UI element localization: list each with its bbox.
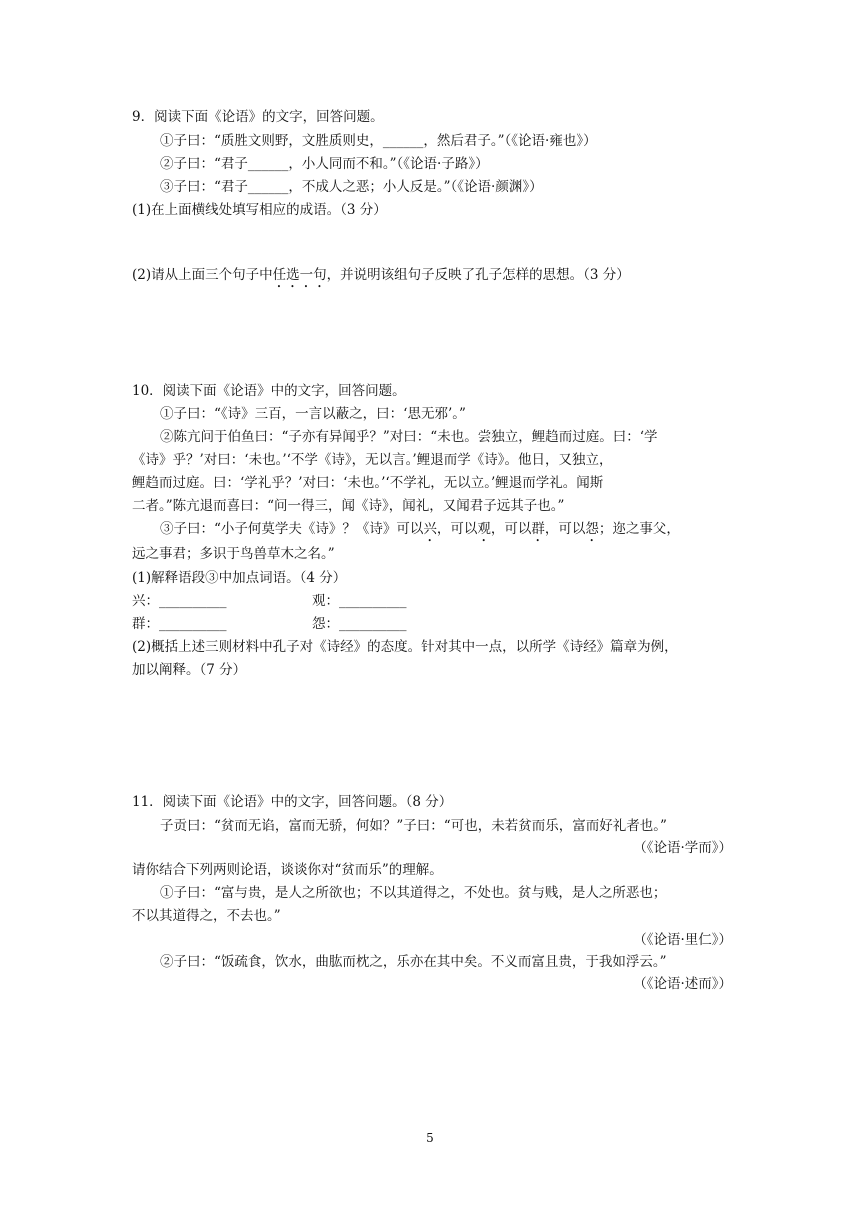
q10-quote-3-line-2: 远之事君；多识于鸟兽草木之名。” (132, 546, 335, 562)
q9-part-1: (1)在上面横线处填写相应的成语。（3 分） (132, 202, 387, 218)
q10-q3-dotted-yuan: 怨 (585, 521, 599, 537)
q9-part-2-a: (2)请从上面三个句子中 (132, 267, 273, 283)
q11-quote-1-line-1: ①子曰：“富与贵，是人之所欲也；不以其道得之，不处也。贫与贱，是人之所恶也； (160, 885, 667, 901)
q10-quote-2-line-4: 二者。”陈亢退而喜曰：“问一得三，闻《诗》，闻礼，又闻君子远其子也。” (132, 498, 565, 514)
q9-quote-2: ②子曰：“君子______，小人同而不和。”（《论语·子路》） (160, 156, 489, 172)
q10-answer-qun: 群：__________ (132, 616, 227, 632)
q10-q3-dotted-xing: 兴 (423, 521, 437, 537)
q10-title: 10．阅读下面《论语》中的文字，回答问题。 (132, 383, 406, 399)
q11-citation-1: （《论语·学而》） (633, 840, 732, 856)
q11-quote-main: 子贡曰：“贫而无谄，富而无骄，何如？”子曰：“可也，未若贫而乐，富而好礼者也。” (160, 818, 667, 834)
q11-quote-2: ②子曰：“饭疏食，饮水，曲肱而枕之，乐亦在其中矣。不义而富且贵，于我如浮云。” (160, 954, 667, 970)
q10-part-2-line-1: (2)概括上述三则材料中孔子对《诗经》的态度。针对其中一点，以所学《诗经》篇章为例， (132, 639, 678, 655)
q10-q3-dotted-guan: 观 (477, 521, 491, 537)
q10-q3-seg-d: ，可以 (544, 521, 586, 537)
q10-q3-seg-b: ，可以 (436, 521, 478, 537)
q9-part-2-b: ，并说明该组句子反映了孔子怎样的思想。（3 分） (326, 267, 630, 283)
q9-part-2-emphasis: 任选一句 (272, 267, 327, 283)
q11-instruction: 请你结合下列两则论语，谈谈你对“贫而乐”的理解。 (132, 862, 443, 878)
q11-title: 11．阅读下面《论语》中的文字，回答问题。（8 分） (132, 794, 453, 810)
q9-quote-1: ①子曰：“质胜文则野，文胜质则史，______，然后君子。”（《论语·雍也》） (160, 133, 597, 149)
q9-part-2 (132, 266, 732, 291)
q9-quote-3: ③子曰：“君子______，不成人之恶；小人反是。”（《论语·颜渊》） (160, 179, 543, 195)
q10-q3-dotted-qun: 群 (531, 521, 545, 537)
q11-citation-3: （《论语·述而》） (633, 976, 732, 992)
q10-quote-2-line-2: 《诗》乎？’对曰：‘未也。’‘不学《诗》，无以言。’鲤退而学《诗》。他日，又独立， (132, 452, 613, 468)
q10-answer-yuan: 怨：__________ (312, 616, 407, 632)
q10-q3-seg-c: ，可以 (490, 521, 532, 537)
q11-citation-2: （《论语·里仁》） (633, 932, 732, 948)
q10-quote-1: ①子曰：“《诗》三百，一言以蔽之，曰：‘思无邪’。” (160, 406, 466, 422)
page-number: 5 (426, 1131, 434, 1145)
q10-q3-seg-a: ③子曰：“小子何莫学夫《诗》？《诗》可以 (160, 521, 424, 537)
q10-part-1: (1)解释语段③中加点词语。（4 分） (132, 570, 347, 586)
q9-title: 9．阅读下面《论语》的文字，回答问题。 (132, 109, 384, 125)
q10-quote-2-line-3: 鲤趋而过庭。曰：‘学礼乎？’对曰：‘未也。’‘不学礼，无以立。’鲤退而学礼。闻斯 (132, 475, 604, 491)
q10-answer-xing: 兴：__________ (132, 593, 227, 609)
q10-quote-2-line-1: ②陈亢问于伯鱼曰：“子亦有异闻乎？”对曰：“未也。尝独立，鲤趋而过庭。曰：‘学 (160, 429, 658, 445)
q11-quote-1-line-2: 不以其道得之，不去也。” (132, 908, 281, 924)
q10-part-2-line-2: 加以阐释。（7 分） (132, 662, 247, 678)
q10-answer-guan: 观：__________ (312, 593, 407, 609)
q10-quote-3-line-1 (160, 520, 732, 545)
q10-q3-seg-e: ；迩之事父， (598, 521, 680, 537)
